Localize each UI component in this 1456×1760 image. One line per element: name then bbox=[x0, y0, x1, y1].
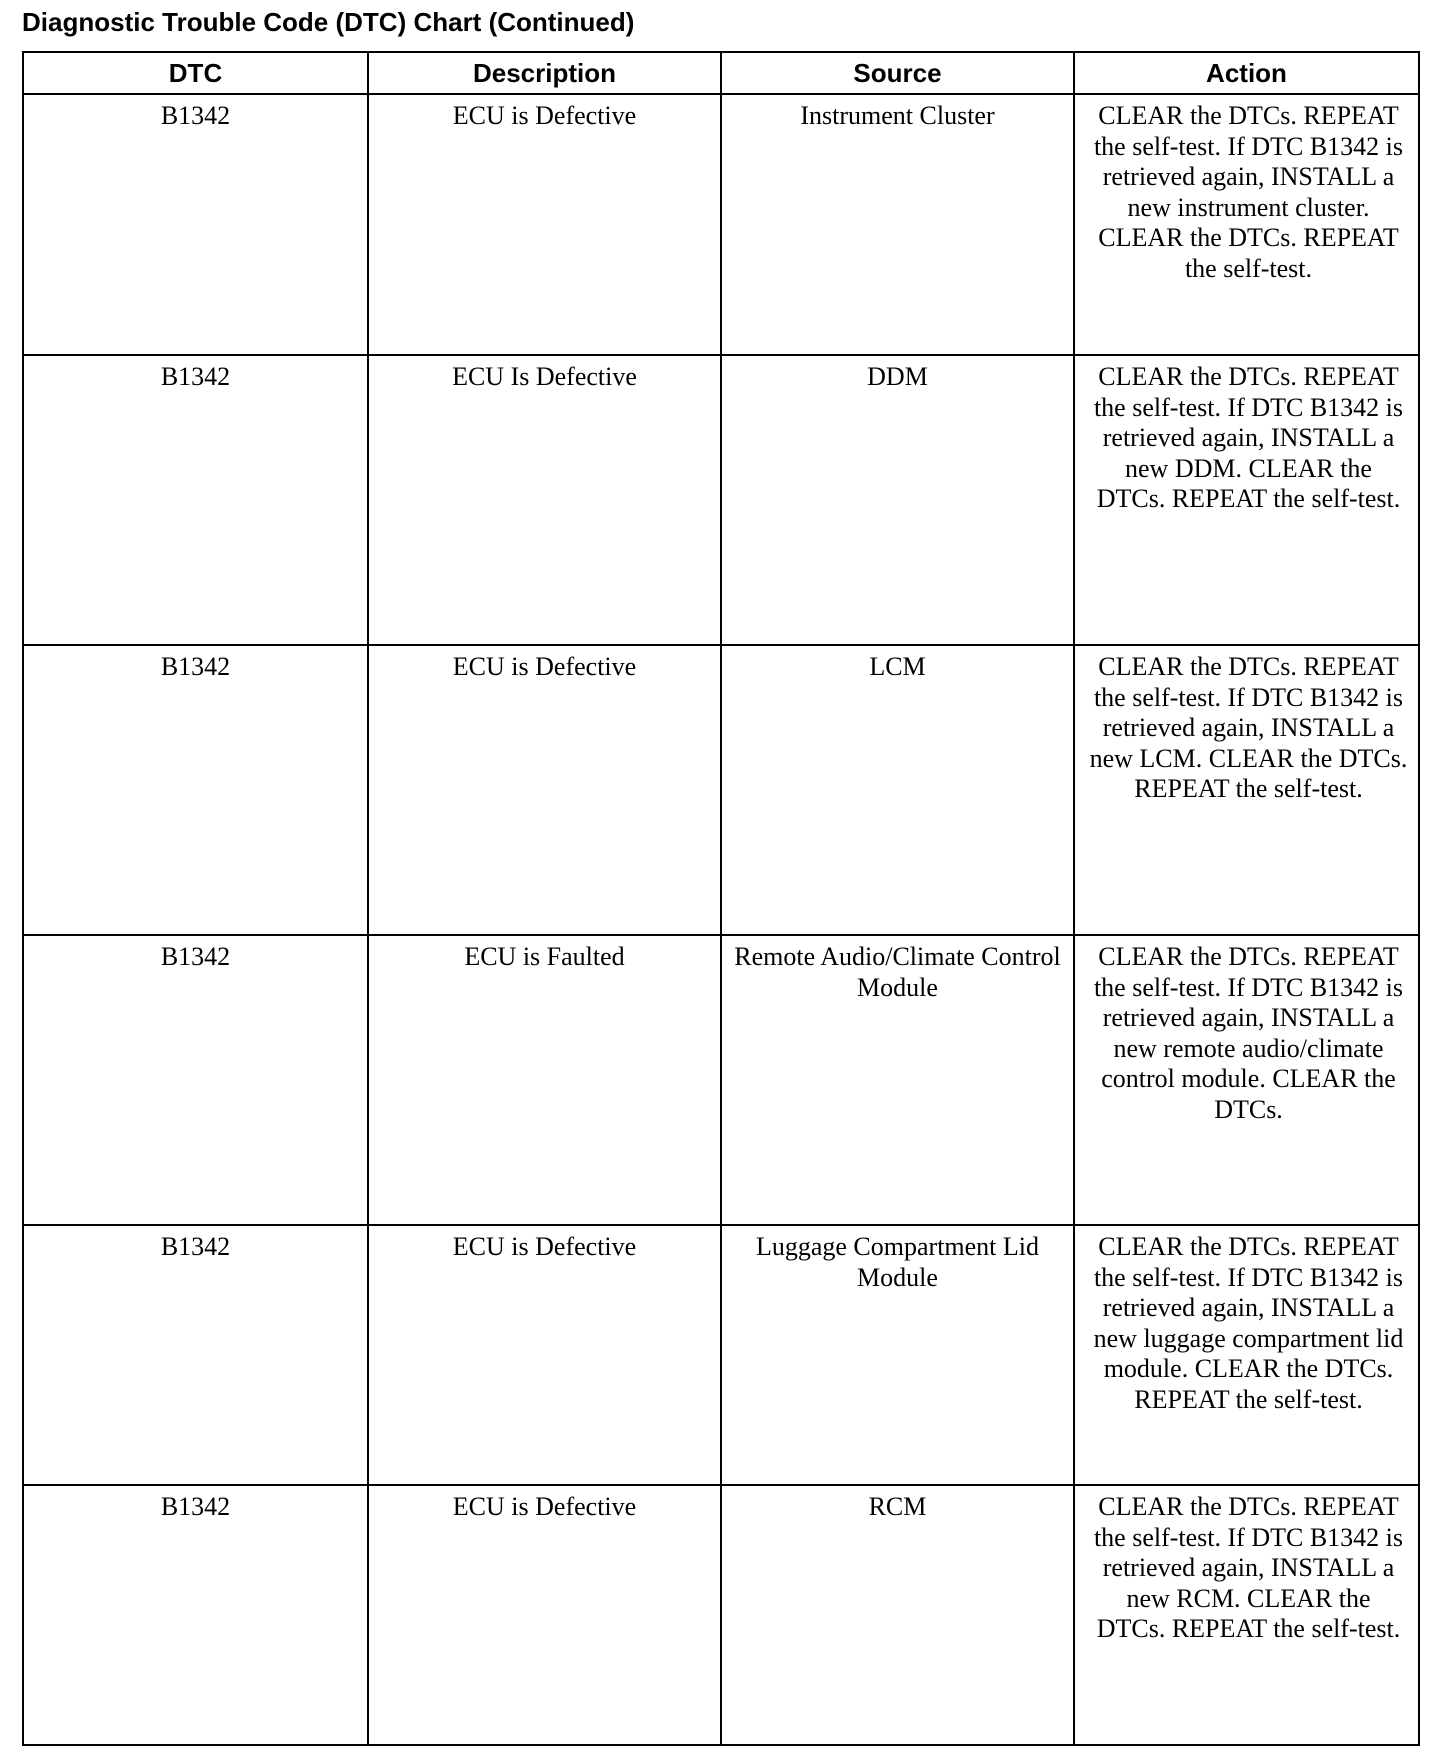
header-description: Description bbox=[368, 52, 721, 94]
source-cell: RCM bbox=[721, 1485, 1074, 1745]
table-header-row bbox=[23, 52, 1419, 94]
page-title: Diagnostic Trouble Code (DTC) Chart (Continued) bbox=[22, 7, 635, 37]
action-cell: CLEAR the DTCs. REPEAT the self-test. If DTC B1342 is retrieved again, INSTALL a new RCM. CLEAR the DTCs. REPEAT the self-test. bbox=[1074, 1485, 1419, 1745]
table-row bbox=[23, 1225, 1419, 1485]
source-cell: Luggage Compartment Lid Module bbox=[721, 1225, 1074, 1485]
table-row bbox=[23, 1485, 1419, 1745]
action-cell: CLEAR the DTCs. REPEAT the self-test. If DTC B1342 is retrieved again, INSTALL a new instrument cluster. CLEAR the DTCs. REPEAT the self-test. bbox=[1074, 94, 1419, 355]
dtc-cell: B1342 bbox=[23, 935, 368, 1225]
source-cell: LCM bbox=[721, 645, 1074, 935]
table-row bbox=[23, 94, 1419, 355]
action-cell: CLEAR the DTCs. REPEAT the self-test. If DTC B1342 is retrieved again, INSTALL a new DDM. CLEAR the DTCs. REPEAT the self-test. bbox=[1074, 355, 1419, 645]
header-source: Source bbox=[721, 52, 1074, 94]
description-cell: ECU is Defective bbox=[368, 1225, 721, 1485]
dtc-cell: B1342 bbox=[23, 1485, 368, 1745]
description-cell: ECU Is Defective bbox=[368, 355, 721, 645]
source-cell: DDM bbox=[721, 355, 1074, 645]
description-cell: ECU is Faulted bbox=[368, 935, 721, 1225]
dtc-chart-table bbox=[22, 51, 1420, 1746]
dtc-cell: B1342 bbox=[23, 1225, 368, 1485]
table-row bbox=[23, 355, 1419, 645]
dtc-cell: B1342 bbox=[23, 94, 368, 355]
action-cell: CLEAR the DTCs. REPEAT the self-test. If DTC B1342 is retrieved again, INSTALL a new remote audio/climate control module. CLEAR the DTCs. bbox=[1074, 935, 1419, 1225]
table-row bbox=[23, 645, 1419, 935]
description-cell: ECU is Defective bbox=[368, 645, 721, 935]
description-cell: ECU is Defective bbox=[368, 94, 721, 355]
action-cell: CLEAR the DTCs. REPEAT the self-test. If DTC B1342 is retrieved again, INSTALL a new LCM. CLEAR the DTCs. REPEAT the self-test. bbox=[1074, 645, 1419, 935]
dtc-cell: B1342 bbox=[23, 645, 368, 935]
table-row bbox=[23, 935, 1419, 1225]
action-cell: CLEAR the DTCs. REPEAT the self-test. If DTC B1342 is retrieved again, INSTALL a new luggage compartment lid module. CLEAR the DTCs. REPEAT the self-test. bbox=[1074, 1225, 1419, 1485]
dtc-cell: B1342 bbox=[23, 355, 368, 645]
header-action: Action bbox=[1074, 52, 1419, 94]
description-cell: ECU is Defective bbox=[368, 1485, 721, 1745]
header-dtc: DTC bbox=[23, 52, 368, 94]
source-cell: Instrument Cluster bbox=[721, 94, 1074, 355]
source-cell: Remote Audio/Climate Control Module bbox=[721, 935, 1074, 1225]
